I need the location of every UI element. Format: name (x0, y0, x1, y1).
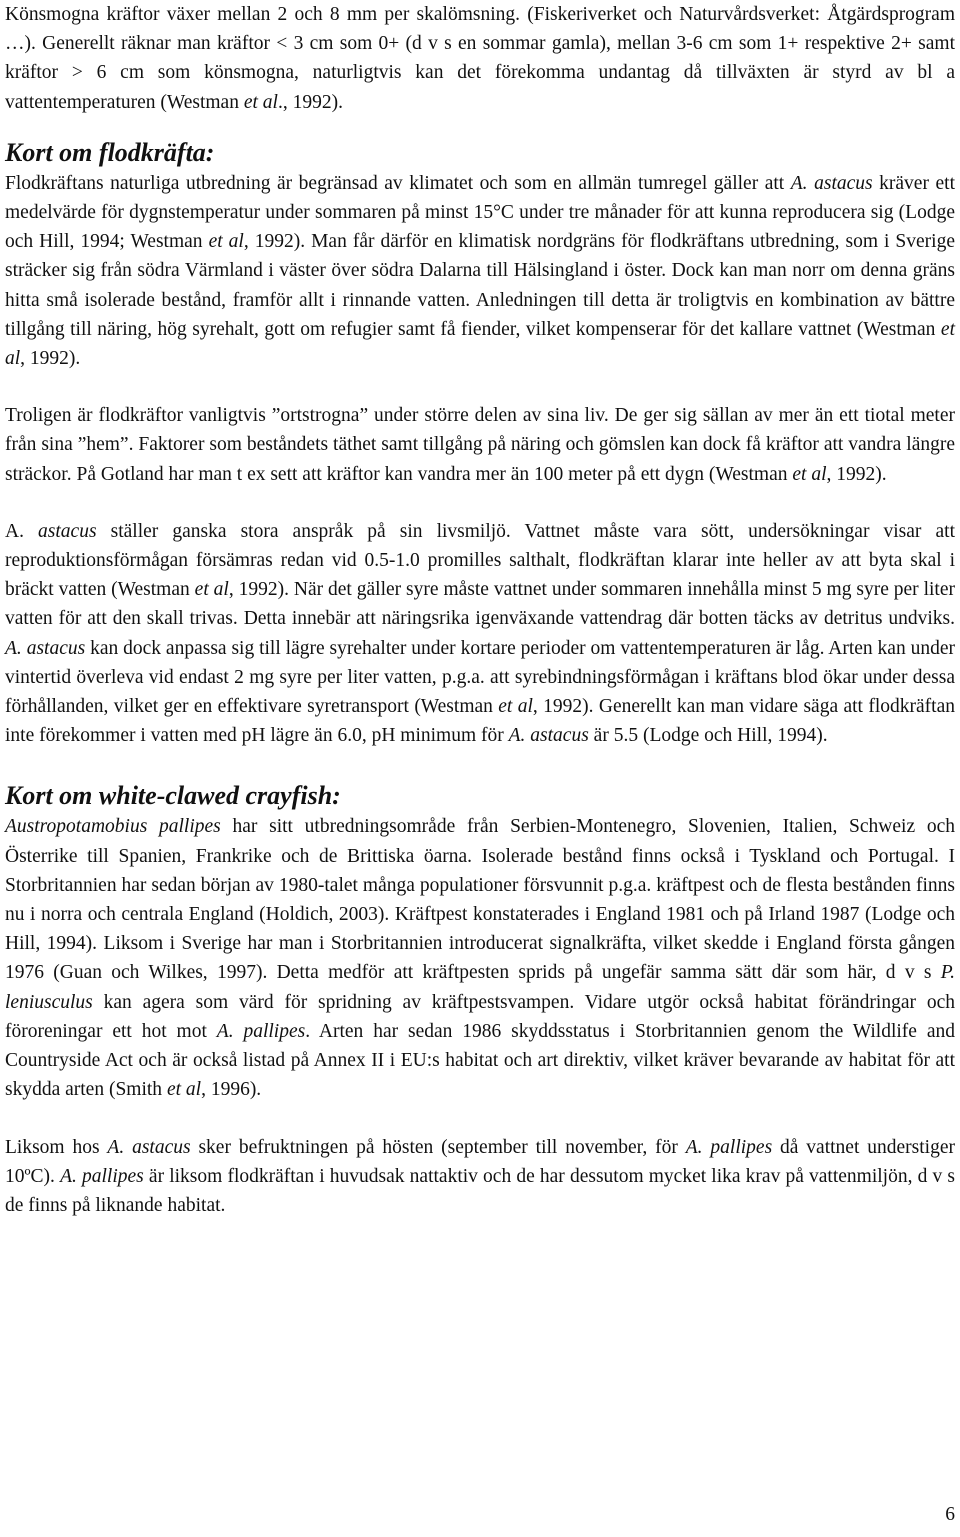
italic-term: et al (208, 231, 244, 253)
paragraph-growth: Könsmogna kräftor växer mellan 2 och 8 mm per skalömsning. (Fiskeriverket och Naturvårdsverket: Åtgärdsprogram …). Generellt räknar man kräftor < 3 cm som 0+ (d v s en sommar gamla), mellan 3-6 cm som 1+ respektive 2+ samt kräftor > 6 cm som könsmogna, naturligtvis kan det förekomma undantag då tillväxten är styrd av bl a vattentemperaturen (Westman et al., 1992). (5, 4, 955, 113)
italic-term: astacus (26, 637, 86, 659)
italic-term: P. leniusculus (5, 962, 955, 1013)
italic-term: Austropotamobius pallipes (5, 816, 221, 838)
italic-term: et al (5, 318, 955, 370)
italic-term: et al (166, 1079, 202, 1101)
heading-flodkrafta: Kort om flodkräfta: (5, 137, 215, 167)
italic-term: A. astacus (107, 1136, 191, 1158)
paragraph-pallipes: Austropotamobius pallipes har sitt utbredningsområde från Serbien-Montenegro, Slovenien, Italien, Schweiz och Österrike till Spanien, Frankrike och de Brittiska öarna. Isolerade bestånd finns också i Tyskland och Portugal. I Storbritannien har sedan början av 1980-talet många populationer försvunnit p.g.a. kräftpest och de flesta bestånden finns nu i norra och centrala England (Holdich, 2003). Kräftpest konstaterades i England 1981 och på Irland 1987 (Lodge och Hill, 1994). Liksom i Sverige har man i Storbritannien introducerat signalkräfta, vilket skedde i England första gången 1976 (Guan och Wilkes, 1997). Detta medför att kräftpesten sprids på ungefär samma sätt där som här, d v s P. leniusculus kan agera som värd för spridning av kräftpestsvampen. Vidare utgör också habitat förändringar och föroreningar ett hot mot A. pallipes. Arten har sedan 1986 skyddsstatus i Storbritannien genom the Wildlife and Countryside Act och är också listad på Annex II i EU:s habitat och art direktiv, vilket kräver bevarande av habitat för att skydda arten (Smith et al, 1996). (5, 816, 956, 1101)
heading-white-clawed: Kort om white-clawed crayfish: (5, 781, 341, 811)
italic-term: astacus (814, 172, 873, 194)
italic-term: et al (498, 696, 533, 718)
page-number: 6 (945, 1504, 955, 1525)
paragraph-reproduction: Liksom hos A. astacus sker befruktningen på hösten (september till november, för A. pallipes då vattnet understiger 10ºC). A. pallipes är liksom flodkräftan i huvudsak nattaktiv och de har dessutom mycket lika krav på vattenmiljön, d v s de finns på liknande habitat. (5, 1136, 956, 1216)
italic-term: A. (790, 172, 815, 194)
italic-term: et al (792, 463, 827, 485)
italic-term: A. astacus (508, 725, 589, 747)
italic-term: et al (194, 579, 229, 601)
paragraph-migration: Troligen är flodkräftor vanligtvis ”ortstrogna” under större delen av sina liv. De ger sig sällan av mer än ett tiotal meter från sina ”hem”. Faktorer som beståndets täthet samt tillgång på näring och gömslen kan dock få kräftor att vandra längre sträckor. På Gotland har man t ex sett att kräftor kan vandra mer än 100 meter på ett dygn (Westman et al, 1992). (5, 405, 955, 485)
italic-term: A. (5, 637, 27, 659)
italic-term: A. pallipes (60, 1165, 144, 1187)
italic-term: A. pallipes (685, 1136, 773, 1158)
paragraph-habitat: A. astacus ställer ganska stora anspråk på sin livsmiljö. Vattnet måste vara sött, undersökningar visar att reproduktionsförmågan försämras redan vid 0.5-1.0 promilles salthalt, flodkräftan klarar inte heller av att byta skal i bräckt vatten (Westman et al, 1992). När det gäller syre måste vattnet under sommaren innehålla minst 5 mg syre per liter vatten för att den skall trivas. Detta innebär att näringsrika igenväxande vattendrag där botten täcks av detritus undviks. A. astacus kan dock anpassa sig till lägre syrehalter under kortare perioder om vattentemperaturen är låg. Arten kan under vintertid överleva vid endast 2 mg syre per liter vatten, p.g.a. att syrebindningsförmågan i kräftans blod ökar under dessa förhållanden, vilket ger en effektivare syretransport (Westman et al, 1992). Generellt kan man vidare säga att flodkräftan inte förekommer i vatten med pH lägre än 6.0, pH minimum för A. astacus är 5.5 (Lodge och Hill, 1994). (5, 520, 956, 747)
paragraph-distribution: Flodkräftans naturliga utbredning är begränsad av klimatet och som en allmän tumregel gäller att A. astacus kräver ett medelvärde för dygnstemperatur under sommaren på minst 15°C under tre månader för att kunna reproducera sig (Lodge och Hill, 1994; Westman et al, 1992). Man får därför en klimatisk nordgräns för flodkräftans utbredning, som i Sverige sträcker sig från södra Värmland i väster över södra Dalarna till Hälsingland i öster. Dock kan man norr om denna gräns hitta små isolerade bestånd, framför allt i rinnande vatten. Anledningen till detta är troligtvis en kombination av bättre tillgång till näring, hög syrehalt, gott om refugier samt få fiender, vilket kompenserar för det kallare vattnet (Westman et al, 1992). (5, 172, 955, 370)
document-page (5, 0, 955, 1220)
italic-term: et al (243, 91, 278, 113)
italic-term: astacus (38, 520, 97, 542)
italic-term: A. pallipes (216, 1020, 306, 1042)
